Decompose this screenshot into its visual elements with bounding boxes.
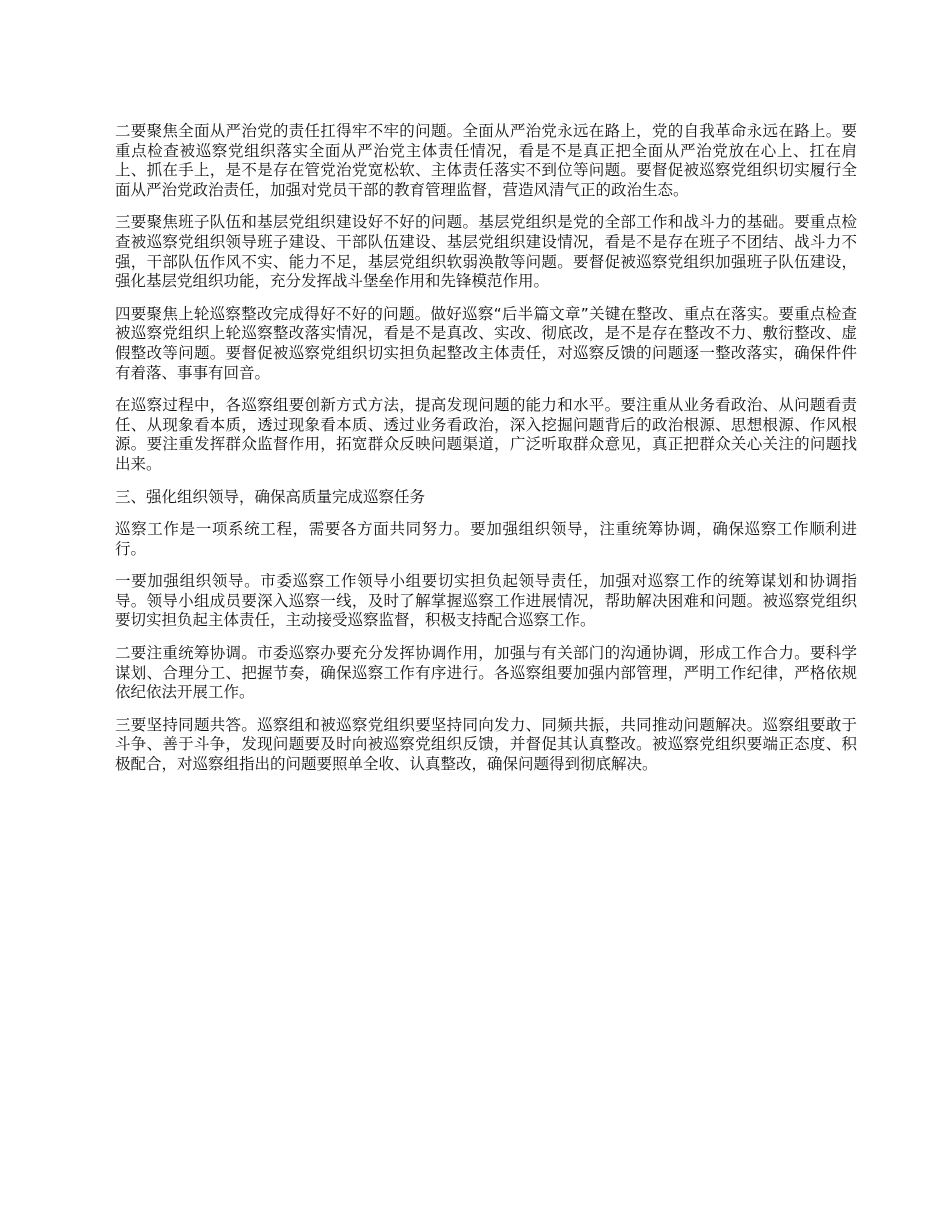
paragraph-focus-rectification: 四要聚焦上轮巡察整改完成得好不好的问题。做好巡察“后半篇文章”关键在整改、重点在落实。要重点检查被巡察党组织上轮巡察整改落实情况，看是不是真改、实改、彻底改，是不是存在整改不力、敷衍整改、虚假整改等问题。要督促被巡察党组织切实担负起整改主体责任，对巡察反馈的问题逐一整改落实，确保件件有着落、事事有回音。: [115, 304, 857, 382]
paragraph-inspection-methods: 在巡察过程中，各巡察组要创新方式方法，提高发现问题的能力和水平。要注重从业务看政治、从问题看责任、从现象看本质，透过现象看本质、透过业务看政治，深入挖掘问题背后的政治根源、思想根源、作风根源。要注重发挥群众监督作用，拓宽群众反映问题渠道，广泛听取群众意见，真正把群众关心关注的问题找出来。: [115, 396, 857, 473]
document-body: [115, 122, 857, 788]
paragraph-system-engineering: 巡察工作是一项系统工程，需要各方面共同努力。要加强组织领导，注重统筹协调，确保巡察工作顺利进行。: [115, 520, 857, 558]
paragraph-joint-answer: 三要坚持同题共答。巡察组和被巡察党组织要坚持同向发力、同频共振，共同推动问题解决。巡察组要敢于斗争、善于斗争，发现问题要及时向被巡察党组织反馈，并督促其认真整改。被巡察党组织要端正态度、积极配合，对巡察组指出的问题要照单全收、认真整改，确保问题得到彻底解决。: [115, 715, 857, 774]
paragraph-organizational-leadership: 一要加强组织领导。市委巡察工作领导小组要切实担负起领导责任，加强对巡察工作的统筹谋划和协调指导。领导小组成员要深入巡察一线，及时了解掌握巡察工作进展情况，帮助解决困难和问题。被巡察党组织要切实担负起主体责任，主动接受巡察监督，积极支持配合巡察工作。: [115, 572, 857, 630]
paragraph-focus-responsibility: 二要聚焦全面从严治党的责任扛得牢不牢的问题。全面从严治党永远在路上，党的自我革命永远在路上。要重点检查被巡察党组织落实全面从严治党主体责任情况，看是不是真正把全面从严治党放在心上、扛在肩上、抓在手上，是不是存在管党治党宽松软、主体责任落实不到位等问题。要督促被巡察党组织切实履行全面从严治党政治责任，加强对党员干部的教育管理监督，营造风清气正的政治生态。: [115, 122, 857, 199]
section-heading: 三、强化组织领导，确保高质量完成巡察任务: [115, 487, 426, 506]
paragraph-focus-team-building: 三要聚焦班子队伍和基层党组织建设好不好的问题。基层党组织是党的全部工作和战斗力的基础。要重点检查被巡察党组织领导班子建设、干部队伍建设、基层党组织建设情况，看是不是存在班子不团结、战斗力不强，干部队伍作风不实、能力不足，基层党组织软弱涣散等问题。要督促被巡察党组织加强班子队伍建设，强化基层党组织功能，充分发挥战斗堡垒作用和先锋模范作用。: [115, 213, 857, 291]
paragraph-coordination: 二要注重统筹协调。市委巡察办要充分发挥协调作用，加强与有关部门的沟通协调，形成工作合力。要科学谋划、合理分工、把握节奏，确保巡察工作有序进行。各巡察组要加强内部管理，严明工作纪律，严格依规依纪依法开展工作。: [115, 644, 857, 702]
